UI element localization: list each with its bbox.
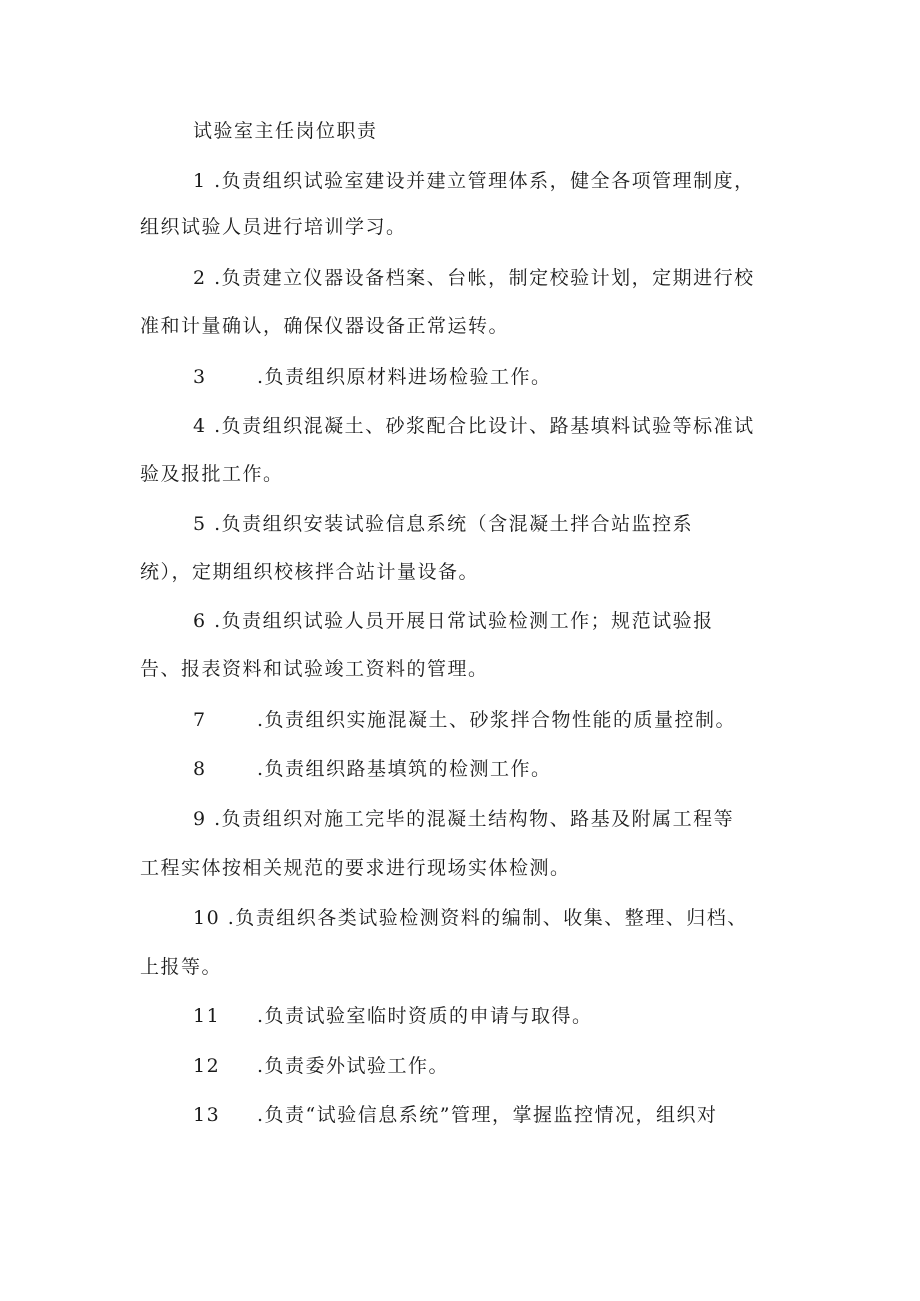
item-number: 4 <box>193 415 207 437</box>
item-number: 8 <box>193 758 207 780</box>
item-continuation: 验及报批工作。 <box>140 463 284 485</box>
list-item <box>193 265 755 291</box>
document-title: 试验室主任岗位职责 <box>193 120 378 142</box>
item-text: .负责组织试验人员开展日常试验检测工作；规范试验报 <box>214 610 714 632</box>
item-number: 2 <box>193 267 207 289</box>
item-text: .负责委外试验工作。 <box>257 1055 450 1077</box>
item-text: .负责组织试验室建设并建立管理体系，健全各项管理制度， <box>214 170 755 192</box>
item-number: 6 <box>193 610 207 632</box>
item-continuation: 工程实体按相关规范的要求进行现场实体检测。 <box>140 857 571 879</box>
item-text: .负责组织各类试验检测资料的编制、收集、整理、归档、 <box>227 907 748 929</box>
list-item <box>193 1053 449 1079</box>
item-number: 12 <box>193 1055 221 1077</box>
item-text: .负责组织路基填筑的检测工作。 <box>257 758 552 780</box>
item-text: .负责组织实施混凝土、砂浆拌合物性能的质量控制。 <box>257 709 737 731</box>
item-number: 3 <box>193 366 207 388</box>
item-number: 10 <box>193 907 221 929</box>
item-text: .负责试验室临时资质的申请与取得。 <box>257 1005 593 1027</box>
item-text: .负责建立仪器设备档案、台帐，制定校验计划，定期进行校 <box>214 267 755 289</box>
item-number: 9 <box>193 808 207 830</box>
item-number: 11 <box>193 1005 221 1027</box>
list-item <box>193 707 736 733</box>
item-continuation: 告、报表资料和试验竣工资料的管理。 <box>140 658 489 680</box>
item-text: .负责“试验信息系统”管理，掌握监控情况，组织对 <box>257 1104 718 1126</box>
list-item <box>193 364 552 390</box>
item-number: 13 <box>193 1104 221 1126</box>
item-continuation: 统），定期组织校核拌合站计量设备。 <box>140 561 480 583</box>
item-text: .负责组织混凝土、砂浆配合比设计、路基填料试验等标准试 <box>214 415 755 437</box>
list-item <box>193 511 693 537</box>
item-number: 7 <box>193 709 207 731</box>
item-number: 5 <box>193 513 207 535</box>
item-text: .负责组织原材料进场检验工作。 <box>257 366 552 388</box>
list-item <box>193 1003 593 1029</box>
list-item <box>193 806 734 832</box>
list-item <box>193 608 714 634</box>
list-item <box>193 905 748 931</box>
list-item <box>193 168 755 194</box>
item-continuation: 组织试验人员进行培训学习。 <box>140 216 407 238</box>
item-number: 1 <box>193 170 207 192</box>
list-item <box>193 413 755 439</box>
list-item <box>193 756 552 782</box>
list-item <box>193 1102 717 1128</box>
item-continuation: 准和计量确认，确保仪器设备正常运转。 <box>140 315 510 337</box>
item-continuation: 上报等。 <box>140 956 223 978</box>
item-text: .负责组织对施工完毕的混凝土结构物、路基及附属工程等 <box>214 808 735 830</box>
item-text: .负责组织安装试验信息系统（含混凝土拌合站监控系 <box>214 513 694 535</box>
